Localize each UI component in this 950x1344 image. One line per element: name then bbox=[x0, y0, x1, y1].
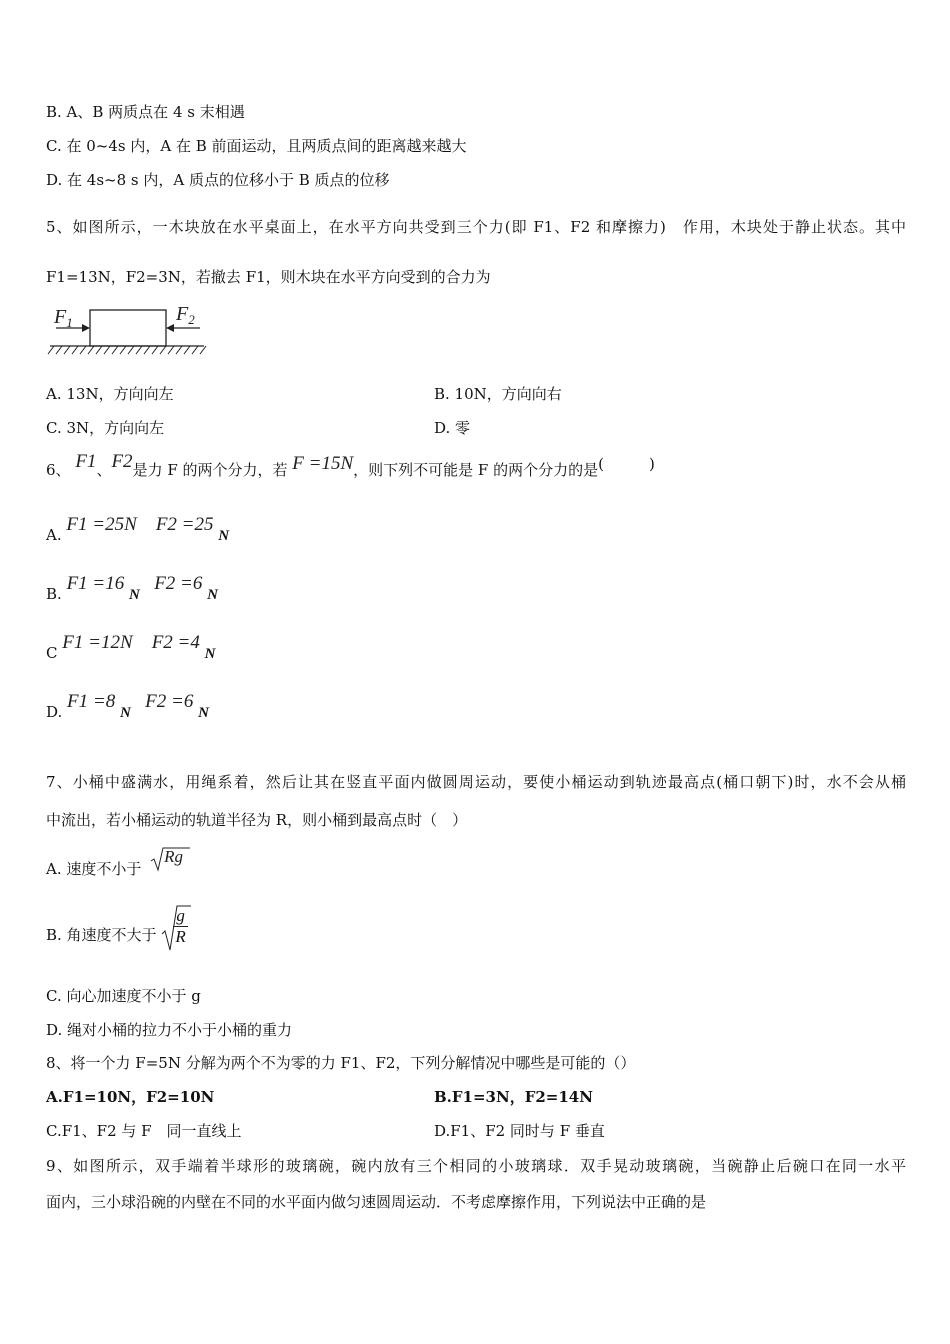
q5-option-b: B. 10N，方向向右 bbox=[434, 385, 562, 403]
wooden-block bbox=[90, 310, 166, 346]
q6-option-c: C F1 =12N F2 =4 N bbox=[46, 632, 216, 662]
q5-stem-line2: F1=13N，F2=3N，若撤去 F1，则木块在水平方向受到的合力为 bbox=[46, 268, 491, 286]
q7-option-c: C. 向心加速度不小于 g bbox=[46, 987, 201, 1005]
f2-arrow bbox=[166, 324, 200, 332]
table-hatching bbox=[48, 346, 206, 354]
sqrt-g-over-r bbox=[161, 904, 191, 952]
f1-label-text: F bbox=[54, 306, 67, 328]
q8-stem: 8、将一个力 F=5N 分解为两个不为零的力 F1、F2，下列分解情况中哪些是可能的（） bbox=[46, 1054, 636, 1072]
q6-stem: 6、 F1、F2是力 F 的两个分力，若 F =15N，则下列不可能是 F 的两个分力的是( ) bbox=[46, 451, 655, 479]
q6-f1: F1 bbox=[75, 451, 97, 472]
q6-answer-paren: ( ) bbox=[598, 455, 655, 473]
q6-a-f1: F1 =25N bbox=[66, 514, 137, 535]
q6-option-b: B. F1 =16 N F2 =6 N bbox=[46, 573, 219, 603]
q7-option-b: B. 角速度不大于 $\frac{g}{R}$ bbox=[46, 904, 191, 952]
q7-stem-line2: 中流出，若小桶运动的轨道半径为 R，则小桶到最高点时（ ） bbox=[46, 811, 468, 829]
q7-option-d: D. 绳对小桶的拉力不小于小桶的重力 bbox=[46, 1021, 293, 1039]
q8-option-d: D.F1、F2 同时与 F 垂直 bbox=[434, 1122, 605, 1140]
q6-option-a: A. F1 =25N F2 =25 N bbox=[46, 514, 230, 544]
q5-option-d: D. 零 bbox=[434, 419, 471, 437]
q4-option-c: C. 在 0~4s 内，A 在 B 前面运动，且两质点间的距离越来越大 bbox=[46, 137, 467, 155]
q6-d-f2: F2 =6 bbox=[145, 691, 194, 712]
q7-stem-line1: 7、小桶中盛满水，用绳系着，然后让其在竖直平面内做圆周运动，要使小桶运动到轨迹最高点(桶口朝下)时，水不会从桶 bbox=[46, 773, 906, 791]
q6-b-f1: F1 =16 bbox=[66, 573, 125, 594]
q6-b-f2: F2 =6 bbox=[154, 573, 203, 594]
q6-d-f1: F1 =8 bbox=[67, 691, 116, 712]
q5-block-diagram bbox=[46, 300, 208, 360]
fraction-numerator: g bbox=[173, 906, 188, 927]
q6-option-d: D. F1 =8 N F2 =6 N bbox=[46, 691, 209, 721]
q9-stem-line2: 面内，三小球沿碗的内壁在不同的水平面内做匀速圆周运动．不考虑摩擦作用，下列说法中正确的是 bbox=[46, 1193, 707, 1211]
q5-option-c: C. 3N，方向向左 bbox=[46, 419, 165, 437]
q4-option-d: D. 在 4s~8 s 内，A 质点的位移小于 B 质点的位移 bbox=[46, 171, 390, 189]
sqrt-rg: Rg bbox=[150, 846, 190, 872]
q5-option-a: A. 13N，方向向左 bbox=[46, 385, 174, 403]
q6-condition: F =15N bbox=[292, 453, 354, 474]
q8-option-a: A.F1=10N，F2=10N bbox=[46, 1088, 215, 1106]
q6-a-f2: F2 =25 bbox=[155, 514, 214, 535]
q8-option-b: B.F1=3N，F2=14N bbox=[434, 1088, 593, 1106]
f2-label: $F_2$ bbox=[176, 303, 195, 327]
q6-c-f2: F2 =4 bbox=[151, 632, 200, 653]
q7-option-a: A. 速度不小于 Rg bbox=[46, 848, 190, 874]
q9-stem-line1: 9、如图所示，双手端着半球形的玻璃碗，碗内放有三个相同的小玻璃球．双手晃动玻璃碗，当碗静止后碗口在同一水平 bbox=[46, 1157, 906, 1175]
q8-option-c: C.F1、F2 与 F 同一直线上 bbox=[46, 1122, 242, 1140]
fraction-denominator: R bbox=[175, 927, 186, 946]
q6-c-f1: F1 =12N bbox=[62, 632, 133, 653]
q5-stem-line1: 5、如图所示，一木块放在水平桌面上，在水平方向共受到三个力(即 F1、F2 和摩擦力) 作用，木块处于静止状态。其中 bbox=[46, 218, 906, 236]
q6-f2: F2 bbox=[111, 451, 133, 472]
f1-label: $F_1$ bbox=[54, 306, 73, 330]
q4-option-b: B. A、B 两质点在 4 s 末相遇 bbox=[46, 103, 245, 121]
